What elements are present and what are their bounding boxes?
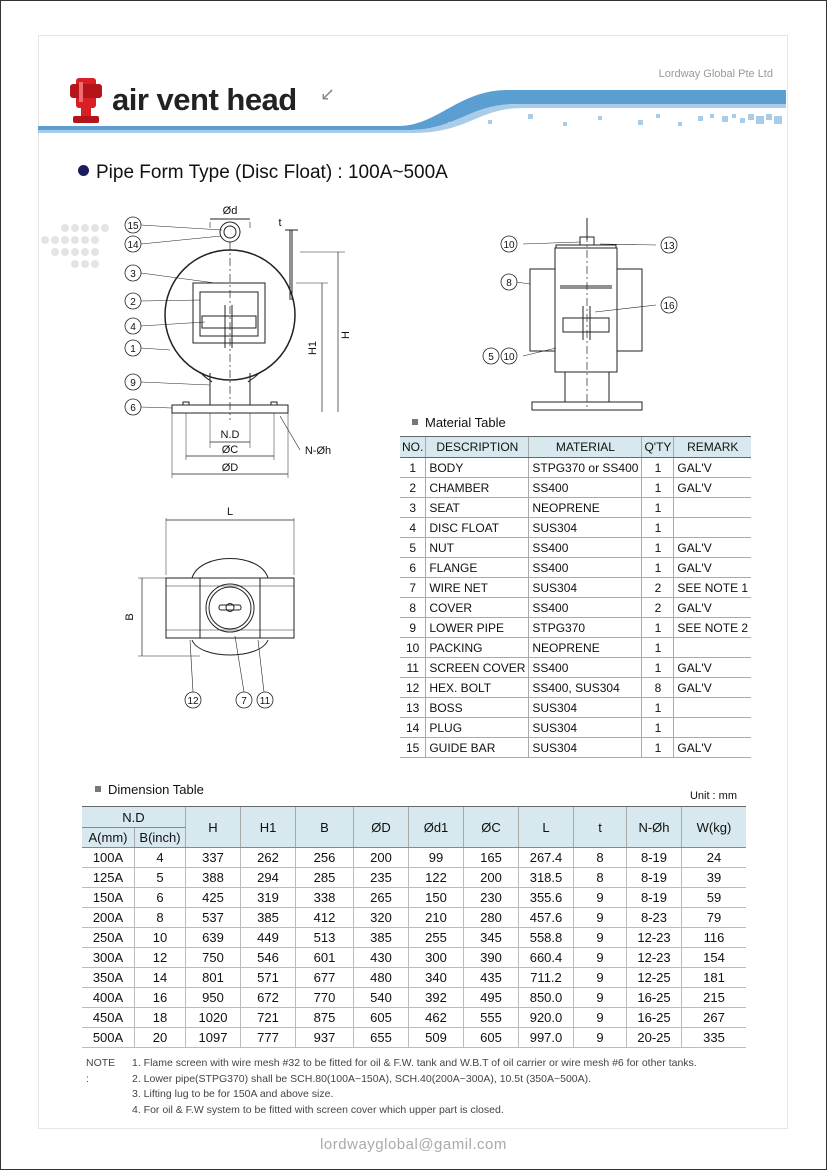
table-cell: 200A bbox=[82, 908, 135, 928]
table-cell: 265 bbox=[354, 888, 409, 908]
table-cell: SS400 bbox=[529, 658, 642, 678]
table-cell: 8 bbox=[574, 868, 627, 888]
table-cell: COVER bbox=[426, 598, 529, 618]
table-cell: STPG370 or SS400 bbox=[529, 458, 642, 478]
table-cell: 655 bbox=[354, 1028, 409, 1048]
table-row bbox=[400, 718, 751, 738]
table-cell: 750 bbox=[186, 948, 241, 968]
table-cell: PLUG bbox=[426, 718, 529, 738]
table-cell: 100A bbox=[82, 848, 135, 868]
table-cell: 8-19 bbox=[627, 868, 682, 888]
col-header-noh: N-Øh bbox=[627, 807, 682, 848]
table-cell: 558.8 bbox=[519, 928, 574, 948]
callout-8: 8 bbox=[506, 278, 512, 289]
table-cell: 480 bbox=[354, 968, 409, 988]
table-row bbox=[82, 848, 746, 868]
callout-15: 15 bbox=[127, 221, 139, 232]
table-cell: GAL'V bbox=[674, 678, 751, 698]
table-cell: 18 bbox=[135, 1008, 186, 1028]
table-cell: 1 bbox=[642, 538, 674, 558]
table-cell: 388 bbox=[186, 868, 241, 888]
table-cell: 6 bbox=[135, 888, 186, 908]
col-header-od: ØD bbox=[354, 807, 409, 848]
table-row bbox=[400, 698, 751, 718]
table-row bbox=[400, 658, 751, 678]
table-row bbox=[82, 908, 746, 928]
table-cell: 13 bbox=[400, 698, 426, 718]
square-bullet-icon bbox=[95, 786, 101, 792]
dimension-table-body bbox=[82, 848, 746, 1048]
table-cell: 8 bbox=[135, 908, 186, 928]
table-cell: SS400 bbox=[529, 598, 642, 618]
col-header-t: t bbox=[574, 807, 627, 848]
table-cell: 24 bbox=[682, 848, 747, 868]
callout-6: 6 bbox=[130, 403, 136, 414]
dimension-table-title-text: Dimension Table bbox=[108, 782, 204, 797]
table-cell: BOSS bbox=[426, 698, 529, 718]
table-cell: 1 bbox=[642, 658, 674, 678]
callout-14: 14 bbox=[127, 240, 139, 251]
table-cell: 355.6 bbox=[519, 888, 574, 908]
table-cell: 9 bbox=[574, 908, 627, 928]
table-cell: 1 bbox=[642, 558, 674, 578]
table-row bbox=[400, 458, 751, 478]
table-cell: 300 bbox=[409, 948, 464, 968]
table-cell: 721 bbox=[241, 1008, 296, 1028]
table-cell: 154 bbox=[682, 948, 747, 968]
col-header-a-mm: A(mm) bbox=[82, 828, 135, 848]
table-cell: GAL'V bbox=[674, 538, 751, 558]
table-cell: 16-25 bbox=[627, 988, 682, 1008]
table-cell: 39 bbox=[682, 868, 747, 888]
table-cell: 1 bbox=[642, 518, 674, 538]
table-cell: 8-19 bbox=[627, 848, 682, 868]
col-header-remark: REMARK bbox=[674, 437, 751, 458]
table-cell: 1 bbox=[642, 638, 674, 658]
col-header-no: NO. bbox=[400, 437, 426, 458]
page-title: air vent head bbox=[112, 82, 297, 117]
table-cell: GUIDE BAR bbox=[426, 738, 529, 758]
table-cell: SUS304 bbox=[529, 698, 642, 718]
table-cell: HEX. BOLT bbox=[426, 678, 529, 698]
table-cell: GAL'V bbox=[674, 458, 751, 478]
table-cell: 513 bbox=[296, 928, 354, 948]
callout-5: 5 bbox=[488, 352, 494, 363]
notes-list bbox=[132, 1056, 752, 1118]
table-cell: SUS304 bbox=[529, 578, 642, 598]
table-cell: PACKING bbox=[426, 638, 529, 658]
table-row bbox=[82, 968, 746, 988]
callout-2: 2 bbox=[130, 297, 136, 308]
notes-label: NOTE : bbox=[86, 1057, 116, 1085]
note-item: 4. For oil & F.W system to be fitted with screen cover which upper part is closed. bbox=[132, 1103, 504, 1116]
table-cell: 9 bbox=[574, 1028, 627, 1048]
material-table-title-text: Material Table bbox=[425, 415, 506, 430]
table-cell: 8-23 bbox=[627, 908, 682, 928]
table-cell: 3 bbox=[400, 498, 426, 518]
table-cell: NUT bbox=[426, 538, 529, 558]
table-cell: 16 bbox=[135, 988, 186, 1008]
col-header-qty: Q'TY bbox=[642, 437, 674, 458]
side-view bbox=[516, 218, 656, 410]
table-cell: NEOPRENE bbox=[529, 638, 642, 658]
table-cell: 200 bbox=[354, 848, 409, 868]
table-cell: 340 bbox=[409, 968, 464, 988]
table-cell: 11 bbox=[400, 658, 426, 678]
table-cell: 457.6 bbox=[519, 908, 574, 928]
dim-od: ØD bbox=[221, 462, 239, 474]
table-cell: 319 bbox=[241, 888, 296, 908]
table-cell: 262 bbox=[241, 848, 296, 868]
company-name: Lordway Global Pte Ltd bbox=[658, 68, 773, 80]
note-item: 3. Lifting lug to be for 150A and above size. bbox=[132, 1088, 334, 1100]
table-cell: 9 bbox=[574, 968, 627, 988]
table-cell: 285 bbox=[296, 868, 354, 888]
table-cell: 267.4 bbox=[519, 848, 574, 868]
table-cell: 639 bbox=[186, 928, 241, 948]
table-row bbox=[400, 538, 751, 558]
table-cell: SUS304 bbox=[529, 518, 642, 538]
table-cell: 400A bbox=[82, 988, 135, 1008]
table-cell: 601 bbox=[296, 948, 354, 968]
table-cell: 677 bbox=[296, 968, 354, 988]
table-cell: 385 bbox=[354, 928, 409, 948]
col-header-b-inch: B(inch) bbox=[135, 828, 186, 848]
table-cell: 350A bbox=[82, 968, 135, 988]
dim-h: H bbox=[340, 331, 352, 339]
table-cell: 8 bbox=[574, 848, 627, 868]
table-cell: 777 bbox=[241, 1028, 296, 1048]
title-arrow: ↙ bbox=[320, 84, 336, 104]
table-cell: 9 bbox=[574, 928, 627, 948]
table-cell: 116 bbox=[682, 928, 747, 948]
table-cell: 672 bbox=[241, 988, 296, 1008]
col-header-h1: H1 bbox=[241, 807, 296, 848]
callout-7: 7 bbox=[241, 696, 247, 707]
callout-1: 1 bbox=[130, 344, 136, 355]
table-cell: 546 bbox=[241, 948, 296, 968]
table-cell: 10 bbox=[135, 928, 186, 948]
col-header-oc: ØC bbox=[464, 807, 519, 848]
table-cell: 8 bbox=[642, 678, 674, 698]
table-cell: 125A bbox=[82, 868, 135, 888]
table-row bbox=[400, 598, 751, 618]
table-cell: 338 bbox=[296, 888, 354, 908]
table-cell: 6 bbox=[400, 558, 426, 578]
table-cell: 555 bbox=[464, 1008, 519, 1028]
table-cell: 1 bbox=[400, 458, 426, 478]
table-cell: 9 bbox=[574, 1008, 627, 1028]
table-cell: DISC FLOAT bbox=[426, 518, 529, 538]
table-cell: 1 bbox=[642, 618, 674, 638]
table-cell: 14 bbox=[400, 718, 426, 738]
dim-noh: N-Øh bbox=[304, 445, 332, 457]
footer-email[interactable]: lordwayglobal@gamil.com bbox=[320, 1136, 507, 1153]
table-row bbox=[400, 678, 751, 698]
table-row bbox=[82, 868, 746, 888]
table-cell: 9 bbox=[574, 948, 627, 968]
table-cell: 435 bbox=[464, 968, 519, 988]
table-cell: 294 bbox=[241, 868, 296, 888]
table-cell: 4 bbox=[400, 518, 426, 538]
callout-11: 11 bbox=[259, 696, 271, 707]
table-cell: 99 bbox=[409, 848, 464, 868]
table-row bbox=[400, 618, 751, 638]
callout-3: 3 bbox=[130, 269, 136, 280]
table-cell: 59 bbox=[682, 888, 747, 908]
table-cell: SS400, SUS304 bbox=[529, 678, 642, 698]
table-cell: 801 bbox=[186, 968, 241, 988]
table-cell bbox=[674, 518, 751, 538]
note-item: 2. Lower pipe(STPG370) shall be SCH.80(100A~150A), SCH.40(200A~300A), 10.5t (350A~500A). bbox=[132, 1072, 592, 1085]
table-cell: GAL'V bbox=[674, 598, 751, 618]
table-cell: 2 bbox=[642, 578, 674, 598]
table-cell: 1 bbox=[642, 478, 674, 498]
material-table-body bbox=[400, 458, 751, 758]
col-header-nd: N.D bbox=[82, 807, 186, 828]
table-cell: 7 bbox=[400, 578, 426, 598]
table-row bbox=[82, 1008, 746, 1028]
table-cell: 950 bbox=[186, 988, 241, 1008]
table-cell: 462 bbox=[409, 1008, 464, 1028]
col-header-h: H bbox=[186, 807, 241, 848]
table-cell: SEE NOTE 2 bbox=[674, 618, 751, 638]
dim-h1: H1 bbox=[307, 340, 319, 356]
col-header-l: L bbox=[519, 807, 574, 848]
material-table-title bbox=[412, 415, 506, 430]
dimension-table-title bbox=[95, 782, 204, 797]
table-cell: 430 bbox=[354, 948, 409, 968]
table-cell: 8 bbox=[400, 598, 426, 618]
table-cell: SS400 bbox=[529, 558, 642, 578]
dim-l: L bbox=[226, 506, 234, 518]
table-cell: 9 bbox=[574, 888, 627, 908]
table-cell: 1097 bbox=[186, 1028, 241, 1048]
note-item: 1. Flame screen with wire mesh #32 to be fitted for oil & F.W. tank and W.B.T of oil carrier or wire mesh #6 for other tanks. bbox=[132, 1057, 697, 1069]
table-cell: 1 bbox=[642, 498, 674, 518]
table-cell: 385 bbox=[241, 908, 296, 928]
table-cell: 320 bbox=[354, 908, 409, 928]
table-cell: 937 bbox=[296, 1028, 354, 1048]
table-cell: 12 bbox=[135, 948, 186, 968]
table-cell: 165 bbox=[464, 848, 519, 868]
table-cell: SCREEN COVER bbox=[426, 658, 529, 678]
callout-4: 4 bbox=[130, 322, 136, 333]
table-cell: 509 bbox=[409, 1028, 464, 1048]
table-cell: 920.0 bbox=[519, 1008, 574, 1028]
table-cell: 5 bbox=[400, 538, 426, 558]
table-cell: 1 bbox=[642, 698, 674, 718]
table-cell: 537 bbox=[186, 908, 241, 928]
table-cell: 2 bbox=[642, 598, 674, 618]
table-cell: BODY bbox=[426, 458, 529, 478]
col-header-material: MATERIAL bbox=[529, 437, 642, 458]
dim-t: t bbox=[278, 217, 282, 229]
table-cell: 318.5 bbox=[519, 868, 574, 888]
table-cell: 1 bbox=[642, 738, 674, 758]
table-cell: 875 bbox=[296, 1008, 354, 1028]
col-header-description: DESCRIPTION bbox=[426, 437, 529, 458]
table-cell: 210 bbox=[409, 908, 464, 928]
table-cell: 12-25 bbox=[627, 968, 682, 988]
col-header-od1: Ød1 bbox=[409, 807, 464, 848]
table-cell: GAL'V bbox=[674, 478, 751, 498]
square-bullet-icon bbox=[412, 419, 418, 425]
table-cell: GAL'V bbox=[674, 658, 751, 678]
table-row bbox=[400, 558, 751, 578]
dim-nd: N.D bbox=[220, 429, 240, 441]
dim-od-small: Ød bbox=[222, 205, 238, 217]
table-cell: 12 bbox=[400, 678, 426, 698]
table-cell: 392 bbox=[409, 988, 464, 1008]
table-cell: 79 bbox=[682, 908, 747, 928]
table-cell: 16-25 bbox=[627, 1008, 682, 1028]
table-cell: NEOPRENE bbox=[529, 498, 642, 518]
table-cell: SS400 bbox=[529, 478, 642, 498]
table-cell: 571 bbox=[241, 968, 296, 988]
table-cell: 495 bbox=[464, 988, 519, 1008]
table-cell: 605 bbox=[464, 1028, 519, 1048]
table-cell bbox=[674, 718, 751, 738]
table-row bbox=[82, 988, 746, 1008]
table-cell: 235 bbox=[354, 868, 409, 888]
table-cell: 280 bbox=[464, 908, 519, 928]
table-cell: 250A bbox=[82, 928, 135, 948]
table-cell: 12-23 bbox=[627, 948, 682, 968]
table-cell: 335 bbox=[682, 1028, 747, 1048]
table-cell: LOWER PIPE bbox=[426, 618, 529, 638]
table-cell: 14 bbox=[135, 968, 186, 988]
callout-13: 13 bbox=[663, 241, 675, 252]
table-row bbox=[400, 498, 751, 518]
table-row bbox=[400, 578, 751, 598]
material-table bbox=[400, 436, 751, 758]
table-cell bbox=[674, 638, 751, 658]
table-cell: 122 bbox=[409, 868, 464, 888]
table-cell: 5 bbox=[135, 868, 186, 888]
table-row bbox=[400, 738, 751, 758]
table-row bbox=[400, 518, 751, 538]
unit-label: Unit : mm bbox=[689, 790, 737, 802]
table-cell: 300A bbox=[82, 948, 135, 968]
table-row bbox=[82, 1028, 746, 1048]
dim-b: B bbox=[124, 613, 136, 621]
table-cell: SEAT bbox=[426, 498, 529, 518]
col-header-weight: W(kg) bbox=[682, 807, 747, 848]
table-cell: 997.0 bbox=[519, 1028, 574, 1048]
table-cell: 20 bbox=[135, 1028, 186, 1048]
table-cell: 181 bbox=[682, 968, 747, 988]
table-cell: 337 bbox=[186, 848, 241, 868]
callout-10b: 10 bbox=[503, 352, 515, 363]
table-cell: 15 bbox=[400, 738, 426, 758]
table-cell: GAL'V bbox=[674, 738, 751, 758]
table-cell: SUS304 bbox=[529, 738, 642, 758]
table-cell: 449 bbox=[241, 928, 296, 948]
table-row bbox=[400, 478, 751, 498]
table-cell: 605 bbox=[354, 1008, 409, 1028]
dim-oc: ØC bbox=[221, 444, 239, 456]
table-cell: 256 bbox=[296, 848, 354, 868]
table-cell: 1 bbox=[642, 718, 674, 738]
table-cell: 1020 bbox=[186, 1008, 241, 1028]
callout-16: 16 bbox=[663, 301, 675, 312]
table-cell: 8-19 bbox=[627, 888, 682, 908]
table-row bbox=[400, 638, 751, 658]
callout-10: 10 bbox=[503, 240, 515, 251]
table-cell: 450A bbox=[82, 1008, 135, 1028]
table-cell: 1 bbox=[642, 458, 674, 478]
table-cell: 770 bbox=[296, 988, 354, 1008]
table-cell: 267 bbox=[682, 1008, 747, 1028]
table-row bbox=[82, 888, 746, 908]
table-row bbox=[82, 948, 746, 968]
callout-9: 9 bbox=[130, 378, 136, 389]
top-view bbox=[138, 518, 294, 692]
table-cell: 215 bbox=[682, 988, 747, 1008]
table-cell: 20-25 bbox=[627, 1028, 682, 1048]
table-cell: 150 bbox=[409, 888, 464, 908]
table-cell: STPG370 bbox=[529, 618, 642, 638]
table-cell: SEE NOTE 1 bbox=[674, 578, 751, 598]
table-cell: 4 bbox=[135, 848, 186, 868]
table-cell: GAL'V bbox=[674, 558, 751, 578]
table-cell: WIRE NET bbox=[426, 578, 529, 598]
table-cell: 412 bbox=[296, 908, 354, 928]
table-cell: 9 bbox=[574, 988, 627, 1008]
table-cell: 390 bbox=[464, 948, 519, 968]
section-title-text: Pipe Form Type (Disc Float) : 100A~500A bbox=[96, 162, 448, 183]
col-header-b: B bbox=[296, 807, 354, 848]
table-cell: 500A bbox=[82, 1028, 135, 1048]
table-cell: 660.4 bbox=[519, 948, 574, 968]
table-cell: 255 bbox=[409, 928, 464, 948]
table-cell: 230 bbox=[464, 888, 519, 908]
table-cell: 9 bbox=[400, 618, 426, 638]
table-cell bbox=[674, 498, 751, 518]
callout-12: 12 bbox=[187, 696, 199, 707]
table-cell: SS400 bbox=[529, 538, 642, 558]
table-cell: CHAMBER bbox=[426, 478, 529, 498]
table-cell: 2 bbox=[400, 478, 426, 498]
table-cell: 12-23 bbox=[627, 928, 682, 948]
table-row bbox=[82, 928, 746, 948]
table-cell: 10 bbox=[400, 638, 426, 658]
table-cell: 150A bbox=[82, 888, 135, 908]
table-cell bbox=[674, 698, 751, 718]
table-cell: FLANGE bbox=[426, 558, 529, 578]
table-cell: 540 bbox=[354, 988, 409, 1008]
dimension-table bbox=[82, 806, 746, 1048]
table-cell: 425 bbox=[186, 888, 241, 908]
table-cell: 345 bbox=[464, 928, 519, 948]
table-cell: 200 bbox=[464, 868, 519, 888]
table-cell: 850.0 bbox=[519, 988, 574, 1008]
table-cell: 711.2 bbox=[519, 968, 574, 988]
table-cell: SUS304 bbox=[529, 718, 642, 738]
